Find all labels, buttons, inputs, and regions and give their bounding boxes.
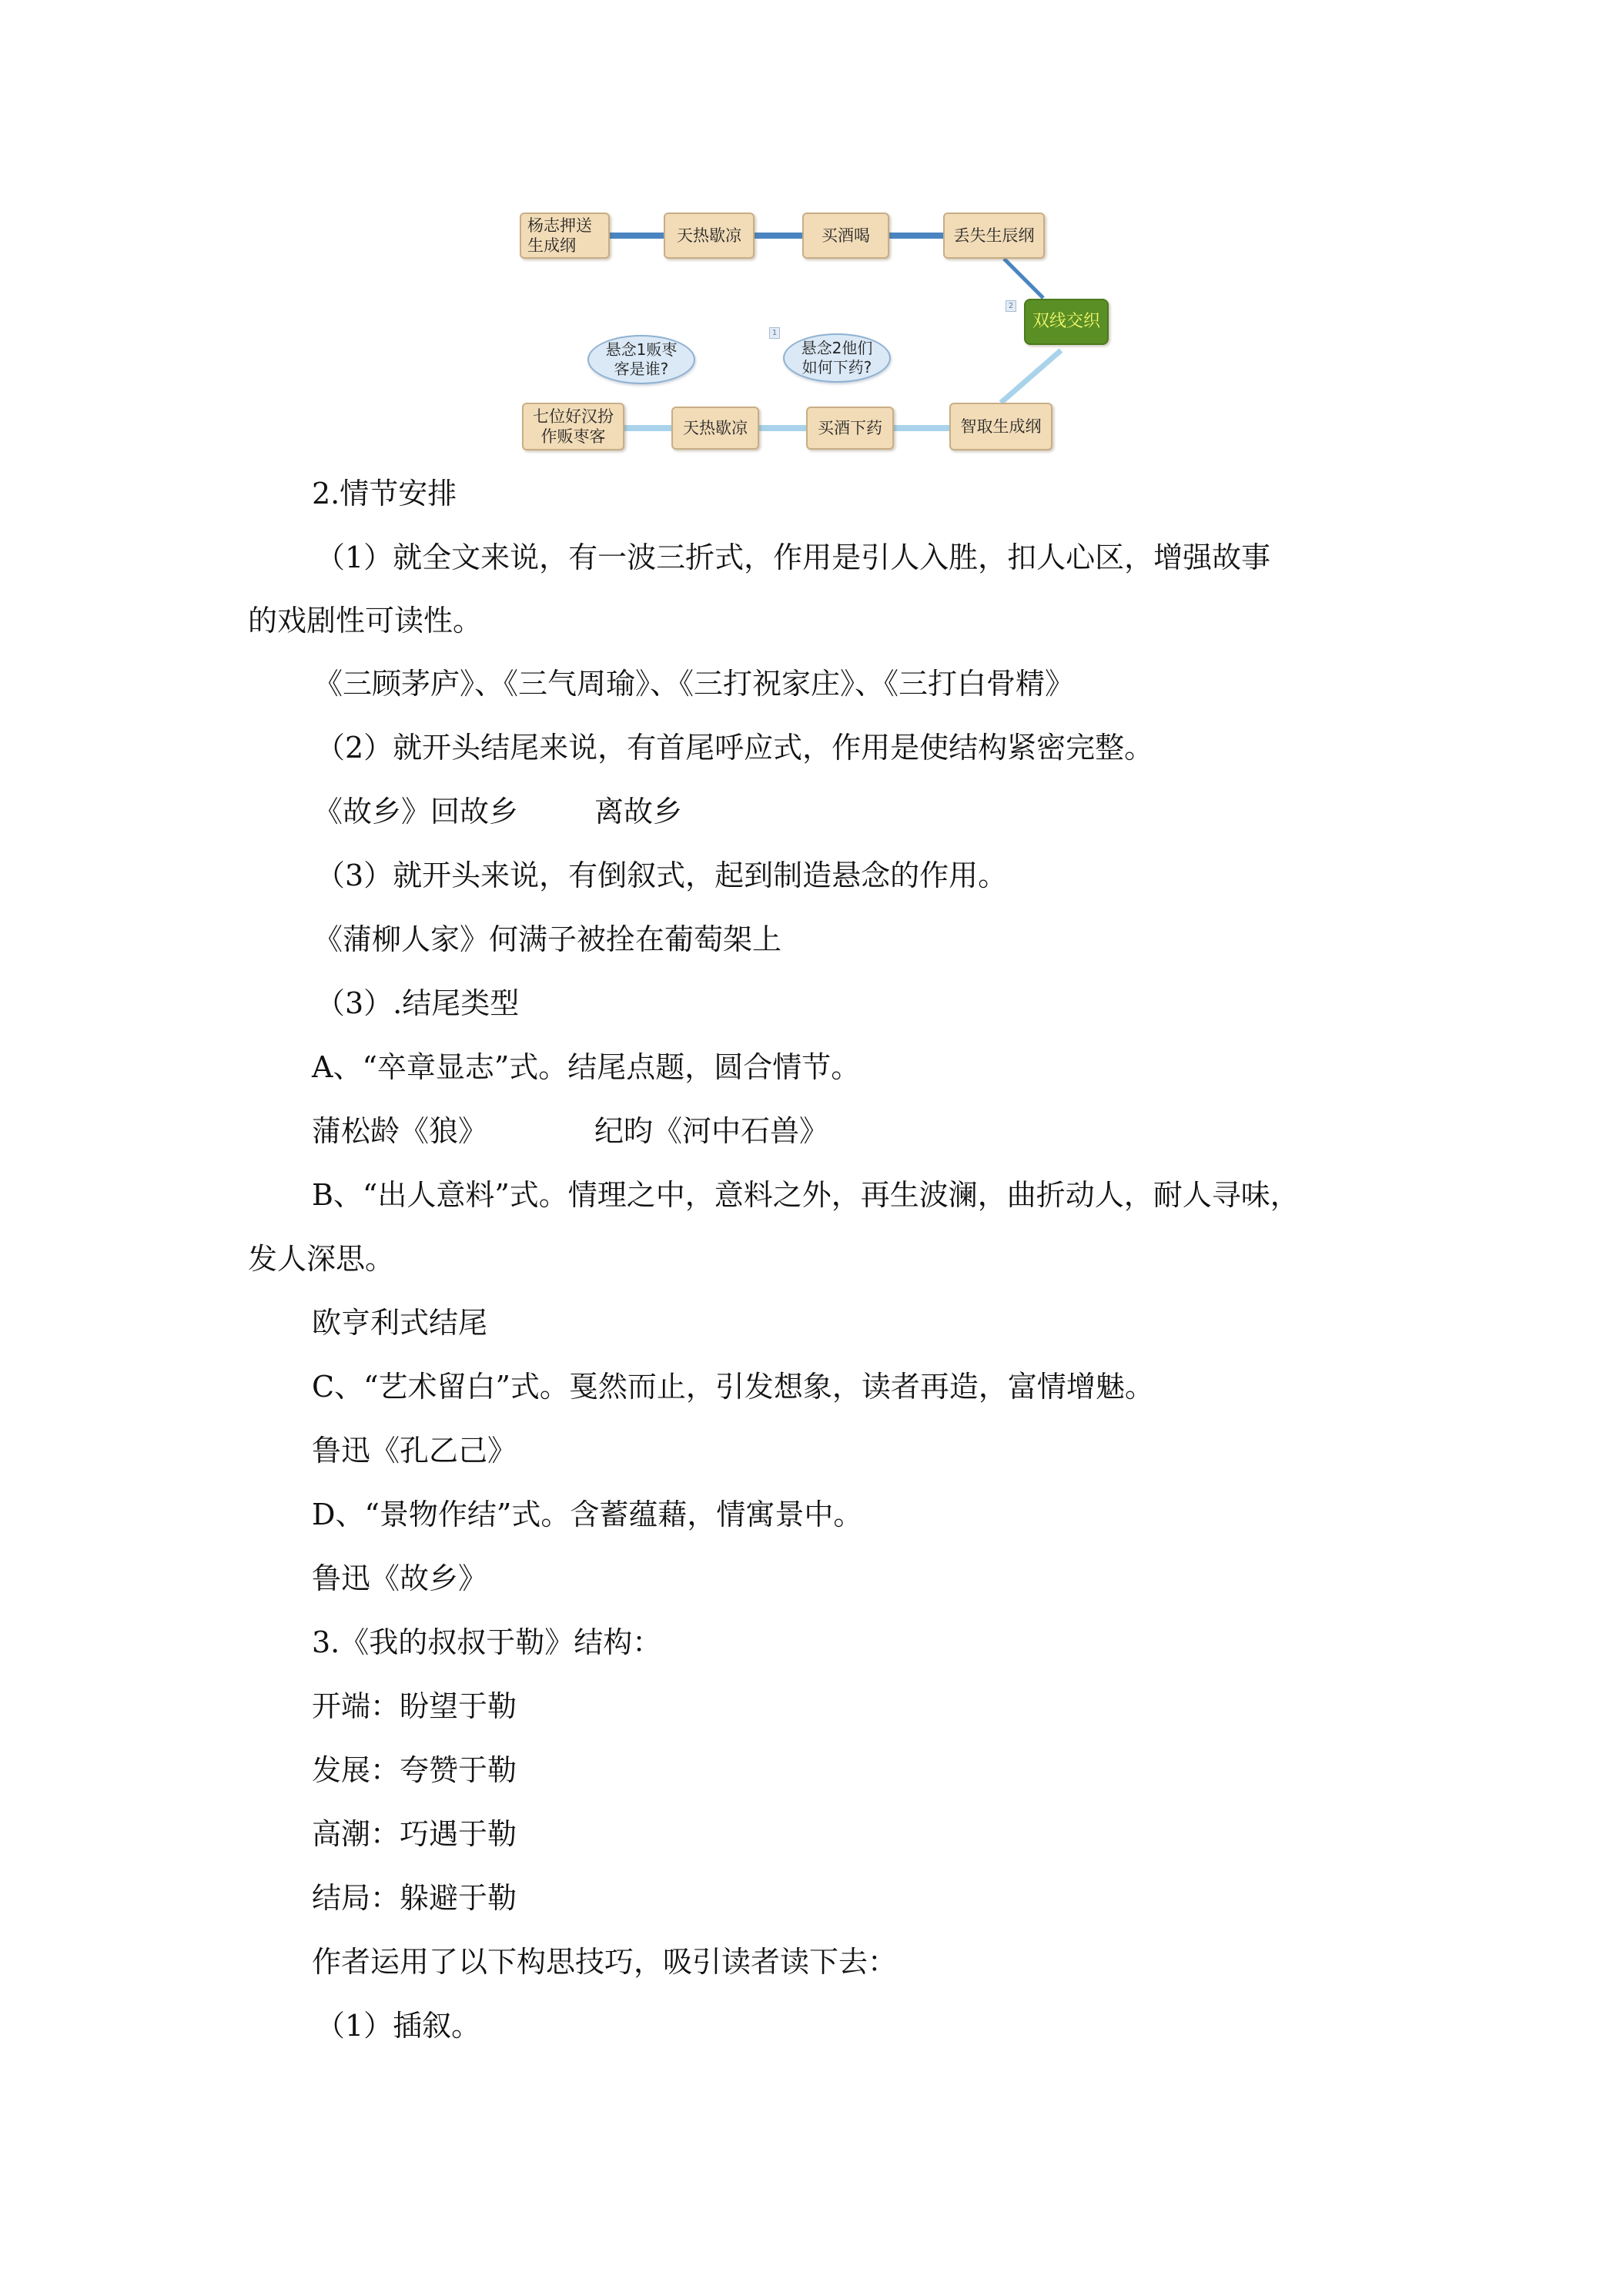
ending-type-b-example: 欧亨利式结尾 <box>312 1306 488 1340</box>
merge-node: 双线交织 <box>1024 299 1109 345</box>
bottom-node-4: 智取生成纲 <box>949 403 1052 450</box>
top-node-4: 丢失生辰纲 <box>943 213 1045 259</box>
technique-intro: 作者运用了以下构思技巧，吸引读者读下去： <box>312 1945 898 1979</box>
ending-type-b-line-1: B、“出人意料”式。情理之中，意料之外，再生波澜，曲折动人，耐人寻味， <box>312 1178 1300 1212</box>
paragraph-2-example-work: 《故乡》回故乡 <box>313 795 519 828</box>
ending-types-heading: （3）.结尾类型 <box>316 986 520 1020</box>
bottom-node-1: 七位好汉扮 作贩枣客 <box>522 403 624 450</box>
suspense-bubble-1: 悬念1贩枣 客是谁? <box>587 335 695 384</box>
paragraph-2: （2）就开头结尾来说，有首尾呼应式，作用是使结构紧密完整。 <box>316 731 1154 765</box>
ending-type-c-example: 鲁迅《孔乙己》 <box>312 1434 517 1468</box>
top-node-1: 杨志押送 生成纲 <box>520 213 610 259</box>
structure-opening: 开端：盼望于勒 <box>312 1689 517 1723</box>
paragraph-3-example: 《蒲柳人家》何满子被拴在葡萄架上 <box>313 922 782 956</box>
ending-type-a-example-1: 蒲松龄《狼》 <box>312 1114 488 1148</box>
section-heading-plot: 2.情节安排 <box>312 477 457 510</box>
marker-2: 2 <box>1006 300 1016 312</box>
section-3-heading: 3.《我的叔叔于勒》结构： <box>312 1625 662 1659</box>
ending-type-c: C、“艺术留白”式。戛然而止，引发想象，读者再造，富情增魅。 <box>312 1370 1154 1404</box>
paragraph-1-line-1: （1）就全文来说，有一波三折式，作用是引人入胜，扣人心区，增强故事 <box>316 541 1271 574</box>
structure-development: 发展：夸赞于勒 <box>312 1753 517 1787</box>
ending-type-b-line-2: 发人深思。 <box>248 1242 395 1276</box>
top-node-2: 天热歇凉 <box>664 213 755 259</box>
top-node-3: 买酒喝 <box>802 213 889 259</box>
bottom-node-3: 买酒下药 <box>806 407 894 450</box>
paragraph-2-example-contrast: 离故乡 <box>594 795 683 828</box>
technique-1: （1）插叙。 <box>316 2009 481 2043</box>
ending-type-d-example: 鲁迅《故乡》 <box>312 1561 488 1595</box>
paragraph-3: （3）就开头来说，有倒叙式，起到制造悬念的作用。 <box>316 858 1008 892</box>
ending-type-a-example-2: 纪昀《河中石兽》 <box>594 1114 829 1148</box>
ending-type-a: A、“卒章显志”式。结尾点题，圆合情节。 <box>312 1050 861 1084</box>
paragraph-1-line-2: 的戏剧性可读性。 <box>248 604 483 638</box>
paragraph-1-examples: 《三顾茅庐》、《三气周瑜》、《三打祝家庄》、《三打白骨精》 <box>313 667 1075 701</box>
marker-1: 1 <box>769 327 780 339</box>
structure-climax: 高潮：巧遇于勒 <box>312 1817 517 1851</box>
suspense-bubble-2: 悬念2他们 如何下药? <box>783 333 891 383</box>
structure-ending: 结局：躲避于勒 <box>312 1881 517 1915</box>
ending-type-d: D、“景物作结”式。含蓄蕴藉，情寓景中。 <box>312 1498 863 1531</box>
bottom-node-2: 天热歇凉 <box>671 407 759 450</box>
